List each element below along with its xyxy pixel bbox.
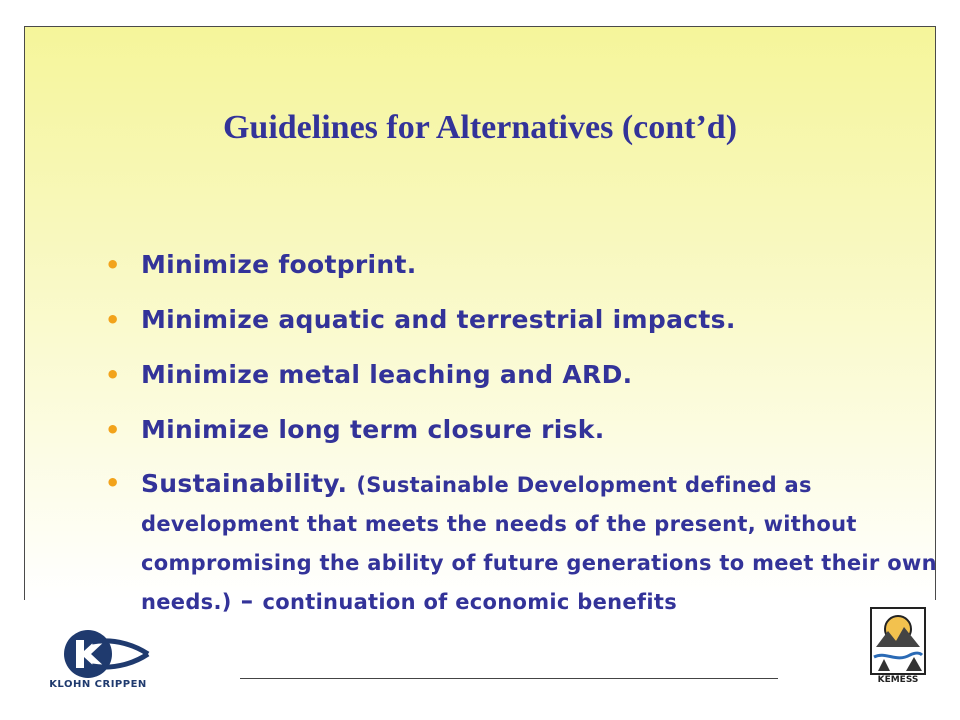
bullet-dot-icon: •	[105, 251, 121, 279]
bullet-dot-icon: •	[105, 469, 121, 497]
kemess-logo	[870, 607, 926, 691]
slide-frame	[24, 26, 937, 615]
bullet-list	[105, 245, 945, 636]
bullet-text: Minimize aquatic and terrestrial impacts.	[141, 305, 736, 334]
klohn-crippen-logo-text: KLOHN CRIPPEN	[49, 679, 147, 690]
bullet-text: Minimize footprint.	[141, 250, 417, 279]
bullet-dot-icon: •	[105, 361, 121, 389]
kemess-logo-text: KEMESS	[877, 675, 919, 685]
sustainability-note: (Sustainable Development defined as development that meets the needs of the present, without compromising the ability of future generations to meet their own needs.)	[141, 473, 937, 614]
bullet-dot-icon: •	[105, 416, 121, 444]
kemess-emblem-icon	[870, 607, 926, 675]
bullet-text: Minimize metal leaching and ARD.	[141, 360, 633, 389]
footer-divider	[240, 678, 778, 679]
bullet-dot-icon: •	[105, 306, 121, 334]
bullet-item	[105, 410, 945, 450]
bullet-item	[105, 355, 945, 395]
bullet-item-sustainability	[105, 465, 945, 621]
sustainability-lead: Sustainability.	[141, 469, 348, 498]
bullet-text: Minimize long term closure risk.	[141, 415, 605, 444]
bullet-item	[105, 245, 945, 285]
slide-title: Guidelines for Alternatives (cont’d)	[222, 109, 738, 146]
bullet-item	[105, 300, 945, 340]
sustainability-dash: –	[240, 586, 254, 615]
klohn-crippen-emblem-icon	[36, 628, 160, 680]
klohn-crippen-logo	[36, 628, 160, 694]
sustainability-tail: continuation of economic benefits	[262, 590, 678, 614]
